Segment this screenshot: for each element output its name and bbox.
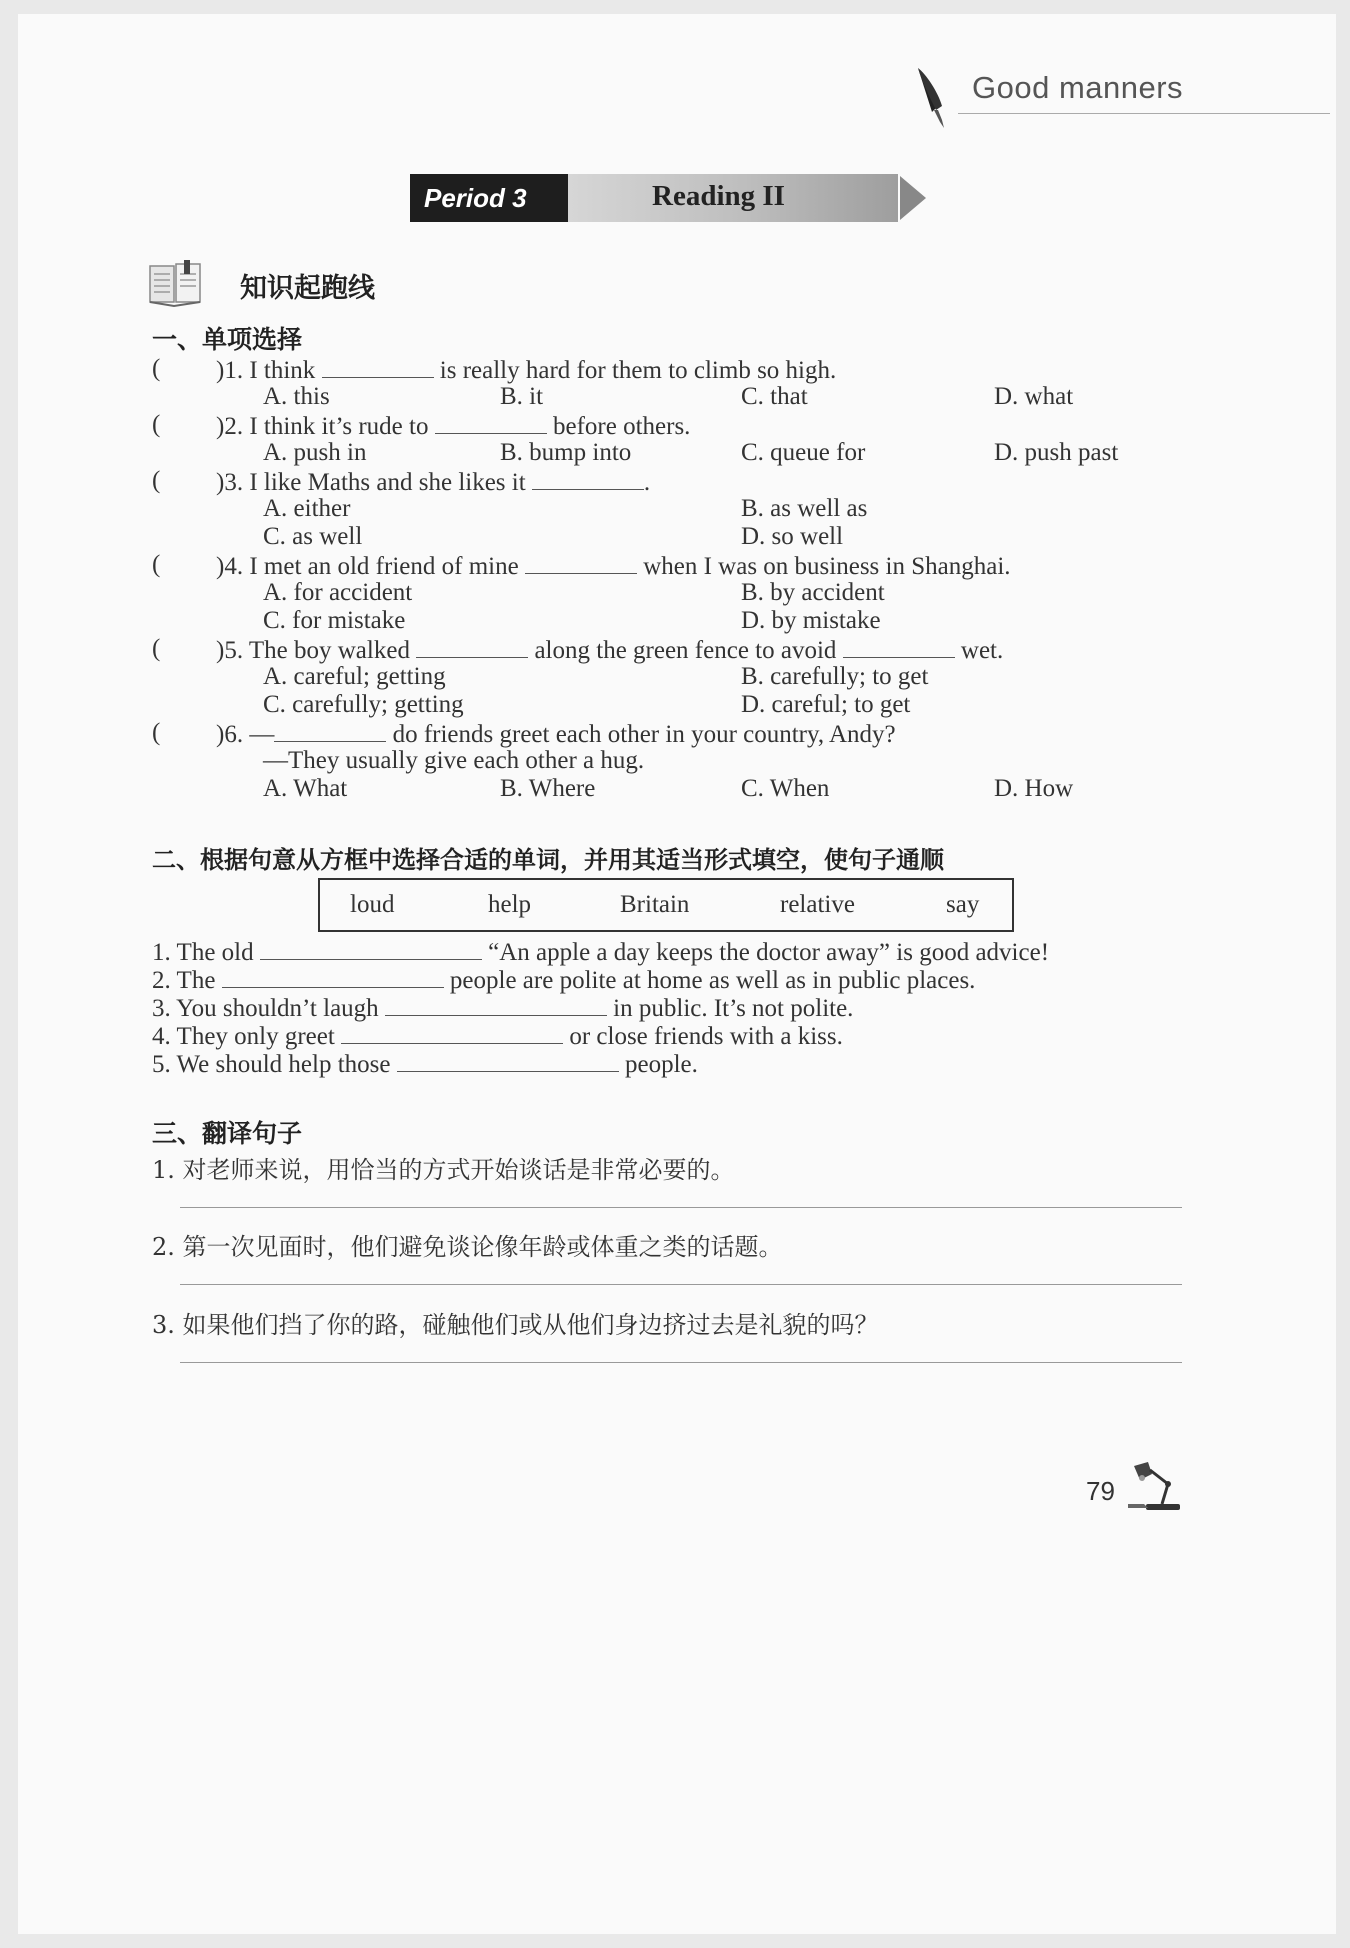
fill-sentence-3: 3. You shouldn’t laugh in public. It’s not polite.: [152, 995, 854, 1022]
fill-sentence-2: 2. The people are polite at home as well as in public places.: [152, 967, 976, 994]
quill-icon: [912, 64, 952, 130]
q5-open-paren: (: [152, 635, 161, 662]
fill-blank-1[interactable]: [260, 937, 482, 960]
fill-sentence-5: 5. We should help those people.: [152, 1051, 698, 1078]
q3-blank[interactable]: [532, 467, 644, 490]
q6-blank[interactable]: [274, 719, 386, 742]
fill-sentence-4: 4. They only greet or close friends with a kiss.: [152, 1023, 843, 1050]
q1-blank[interactable]: [322, 355, 434, 378]
q4-option-b[interactable]: B. by accident: [741, 579, 885, 606]
q3-option-a[interactable]: A. either: [263, 495, 351, 522]
play-triangle-icon: [900, 176, 926, 220]
unit-title: Good manners: [972, 70, 1184, 105]
lesson-label: Reading II: [652, 180, 785, 212]
period-banner: [410, 174, 922, 224]
q1-stem: )1. I think is really hard for them to climb so high.: [216, 357, 837, 384]
q1-option-c[interactable]: C. that: [741, 383, 808, 410]
q1-open-paren: (: [152, 355, 161, 382]
fill-blank-3[interactable]: [385, 993, 607, 1016]
q4-blank[interactable]: [525, 551, 637, 574]
q5-blank-1[interactable]: [416, 635, 528, 658]
q1-option-b[interactable]: B. it: [500, 383, 544, 410]
translate-sentence-3: 3. 如果他们挡了你的路，碰触他们或从他们身边挤过去是礼貌的吗？: [152, 1311, 879, 1339]
part3-title: 三、翻译句子: [152, 1119, 303, 1148]
q1-option-a[interactable]: A. this: [263, 383, 330, 410]
q6-stem: )6. — do friends greet each other in your country, Andy?: [216, 721, 896, 748]
q4-option-c[interactable]: C. for mistake: [263, 607, 406, 634]
q2-stem: )2. I think it’s rude to before others.: [216, 413, 691, 440]
part1-title: 一、单项选择: [152, 325, 303, 354]
fill-sentence-1: 1. The old “An apple a day keeps the doctor away” is good advice!: [152, 939, 1050, 966]
header-rule: [958, 113, 1330, 114]
q6-option-d[interactable]: D. How: [994, 775, 1074, 802]
word-box-item: loud: [350, 891, 395, 918]
q6-option-b[interactable]: B. Where: [500, 775, 596, 802]
q6-reply: —They usually give each other a hug.: [263, 747, 645, 774]
desk-lamp-icon: [1124, 1458, 1188, 1514]
word-box: [318, 878, 1014, 932]
word-box-item: relative: [780, 891, 855, 918]
q5-stem: )5. The boy walked along the green fence to avoid wet.: [216, 637, 1004, 664]
q6-option-a[interactable]: A. What: [263, 775, 348, 802]
q4-option-a[interactable]: A. for accident: [263, 579, 413, 606]
section-heading: 知识起跑线: [240, 273, 375, 304]
q4-stem: )4. I met an old friend of mine when I was on business in Shanghai.: [216, 553, 1011, 580]
answer-line-2[interactable]: [180, 1284, 1182, 1285]
word-box-item: Britain: [620, 891, 690, 918]
q4-open-paren: (: [152, 551, 161, 578]
fill-blank-5[interactable]: [397, 1049, 619, 1072]
answer-line-1[interactable]: [180, 1207, 1182, 1208]
q5-option-a[interactable]: A. careful; getting: [263, 663, 446, 690]
translate-sentence-2: 2. 第一次见面时，他们避免谈论像年龄或体重之类的话题。: [152, 1233, 783, 1261]
q5-option-c[interactable]: C. carefully; getting: [263, 691, 464, 718]
q3-stem: )3. I like Maths and she likes it .: [216, 469, 651, 496]
q2-option-a[interactable]: A. push in: [263, 439, 367, 466]
q3-open-paren: (: [152, 467, 161, 494]
q2-option-c[interactable]: C. queue for: [741, 439, 866, 466]
answer-line-3[interactable]: [180, 1362, 1182, 1363]
book-icon: [148, 260, 202, 308]
word-box-item: help: [488, 891, 532, 918]
fill-blank-4[interactable]: [341, 1021, 563, 1044]
q6-open-paren: (: [152, 719, 161, 746]
q5-blank-2[interactable]: [843, 635, 955, 658]
q6-option-c[interactable]: C. When: [741, 775, 830, 802]
workbook-page: [18, 14, 1336, 1934]
word-box-item: say: [946, 891, 980, 918]
period-label: Period 3: [424, 183, 527, 213]
q2-blank[interactable]: [435, 411, 547, 434]
q3-option-d[interactable]: D. so well: [741, 523, 844, 550]
q5-option-b[interactable]: B. carefully; to get: [741, 663, 929, 690]
q3-option-b[interactable]: B. as well as: [741, 495, 868, 522]
q4-option-d[interactable]: D. by mistake: [741, 607, 881, 634]
fill-blank-2[interactable]: [222, 965, 444, 988]
page-number: 79: [1086, 1476, 1115, 1506]
translate-sentence-1: 1. 对老师来说，用恰当的方式开始谈话是非常必要的。: [152, 1156, 735, 1184]
part2-title: 二、根据句意从方框中选择合适的单词，并用其适当形式填空，使句子通顺: [152, 846, 944, 874]
q2-open-paren: (: [152, 411, 161, 438]
q2-option-b[interactable]: B. bump into: [500, 439, 632, 466]
q2-option-d[interactable]: D. push past: [994, 439, 1119, 466]
q1-option-d[interactable]: D. what: [994, 383, 1074, 410]
q5-option-d[interactable]: D. careful; to get: [741, 691, 911, 718]
q3-option-c[interactable]: C. as well: [263, 523, 363, 550]
